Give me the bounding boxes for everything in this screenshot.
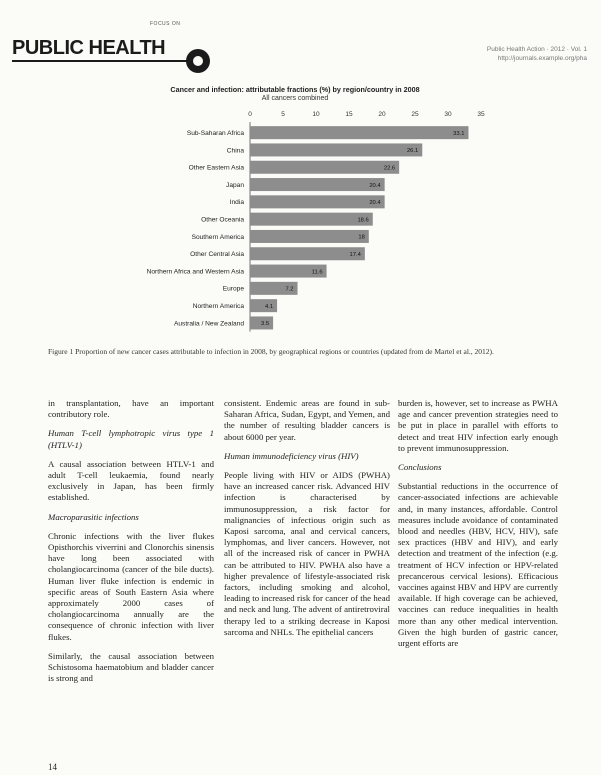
bar	[250, 230, 369, 243]
bar-chart	[0, 0, 601, 345]
x-tick-label: 35	[477, 111, 485, 118]
bar	[250, 161, 399, 174]
bar	[250, 126, 468, 139]
text-column-1	[48, 398, 214, 692]
text-column-2	[224, 398, 390, 646]
section-heading: Conclusions	[398, 462, 442, 473]
category-label: Southern America	[191, 233, 244, 241]
data-label: 4.1	[264, 303, 274, 310]
x-tick-label: 30	[444, 111, 452, 118]
x-tick-label: 5	[281, 111, 285, 118]
category-label: Japan	[226, 181, 244, 189]
bar	[250, 213, 373, 226]
x-tick-label: 25	[411, 111, 419, 118]
data-label: 17.4	[349, 251, 361, 258]
category-label: Northern Africa and Western Asia	[146, 268, 244, 276]
chart-title: Cancer and infection: attributable fractions (%) by region/country in 2008	[170, 85, 420, 94]
paragraph: burden is, however, set to increase as PWHA age and cancer prevention strategies need to be put in place in parallel with efforts to detect and treat HIV infection early enough to prevent immunosuppression.	[398, 398, 558, 453]
bar	[250, 143, 422, 156]
category-label: Australia / New Zealand	[173, 320, 244, 328]
category-label: Other Eastern Asia	[188, 164, 244, 172]
paragraph: People living with HIV or AIDS (PWHA) have an increased cancer risk. Advanced HIV infection is characterised by immunosuppression, a risk factor for malignancies of infectious origin such as Kaposi sarcoma, anal and cervical cancers, lymphomas, and liver cancers. However, not all of the increased risk of cancer in PWHA can be attributed to HIV. PWHA also have a higher prevalence of lifestyle-associated risk factors, including smoking and alcohol, leading to increased risk for cancer of the head and neck and lung. The advent of antiretroviral therapy led to a striking decrease in Kaposi sarcoma and NHLs. The epithelial cancers	[224, 470, 390, 637]
data-label: 3.5	[261, 321, 270, 328]
x-tick-label: 0	[248, 111, 252, 118]
bar	[250, 178, 385, 191]
brand-small-label: FOCUS ON	[150, 21, 181, 27]
x-tick-label: 20	[378, 111, 386, 118]
bar	[250, 247, 365, 260]
journal-info-line2: http://journals.example.org/pha	[497, 55, 587, 62]
category-label: India	[229, 199, 244, 207]
text-column-3	[398, 398, 558, 657]
page-number: 14	[48, 762, 57, 772]
category-label: Europe	[222, 285, 244, 293]
category-label: China	[226, 147, 244, 155]
data-label: 11.6	[311, 269, 323, 276]
data-label: 33.1	[453, 130, 465, 137]
journal-brand: PUBLIC HEALTH	[12, 37, 166, 59]
data-label: 22.6	[383, 165, 396, 172]
section-heading: Human T-cell lymphotropic virus type 1 (HTLV-1)	[48, 428, 214, 450]
category-label: Northern America	[192, 302, 244, 310]
category-label: Other Oceania	[201, 216, 244, 224]
paragraph: Chronic infections with the liver flukes Opisthorchis viverrini and Clonorchis sinensis have long been associated with cholangiocarcinoma (cancer of the bile ducts). Human liver fluke infection is endemic in specific areas of South Eastern Asia where approximately 2000 cases of cholangiocarcinoma annually are the consequence of chronic infection with liver flukes.	[48, 530, 214, 642]
paragraph: consistent. Endemic areas are found in sub-Saharan Africa, Sudan, Egypt, and Yemen, and the number of resulting bladder cancers is about 6000 per year.	[224, 398, 390, 442]
paragraph: Substantial reductions in the occurrence of cancer-associated infections are achievable and, in many instances, affordable. Control measures include avoidance of contaminated blood and needles (HBV, HCV, HIV), safe sex practices (HBV and HIV), and early detection and treatment of the infection (e.g. treatment of HCV infection or HPV-related precancerous cervical lesions). Efficacious vaccines against HBV and HPV are currently available. If high coverage can be achieved, vaccines can reduce inequalities in health more than any other medical intervention. Given the high burden of gastric cancer, urgent efforts are	[398, 481, 558, 649]
data-label: 26.1	[406, 148, 419, 155]
x-tick-label: 15	[345, 111, 353, 118]
data-label: 7.2	[285, 286, 294, 293]
x-tick-label: 10	[312, 111, 320, 118]
bar	[250, 195, 385, 208]
paragraph: Similarly, the causal association between Schistosoma haematobium and bladder cancer is strong and	[48, 650, 214, 684]
category-label: Other Central Asia	[190, 251, 244, 259]
journal-info-line1: Public Health Action · 2012 · Vol. 1	[486, 46, 587, 53]
chart-subtitle: All cancers combined	[261, 95, 329, 102]
data-label: 20.4	[369, 182, 381, 189]
data-label: 18	[358, 234, 365, 241]
data-label: 20.4	[369, 200, 381, 207]
section-heading: Human immunodeficiency virus (HIV)	[224, 450, 359, 461]
category-label: Sub-Saharan Africa	[186, 129, 244, 137]
data-label: 18.6	[357, 217, 369, 224]
paragraph: A causal association between HTLV-1 and adult T-cell leukaemia, found nearly exclusively in Japan, has been firmly established.	[48, 458, 214, 503]
figure-caption: Figure 1 Proportion of new cancer cases attributable to infection in 2008, by geographical regions or countries (updated from de Martel et al., 2012).	[48, 347, 494, 356]
section-heading: Macroparasitic infections	[48, 511, 139, 522]
paragraph: in transplantation, have an important contributory role.	[48, 398, 214, 420]
